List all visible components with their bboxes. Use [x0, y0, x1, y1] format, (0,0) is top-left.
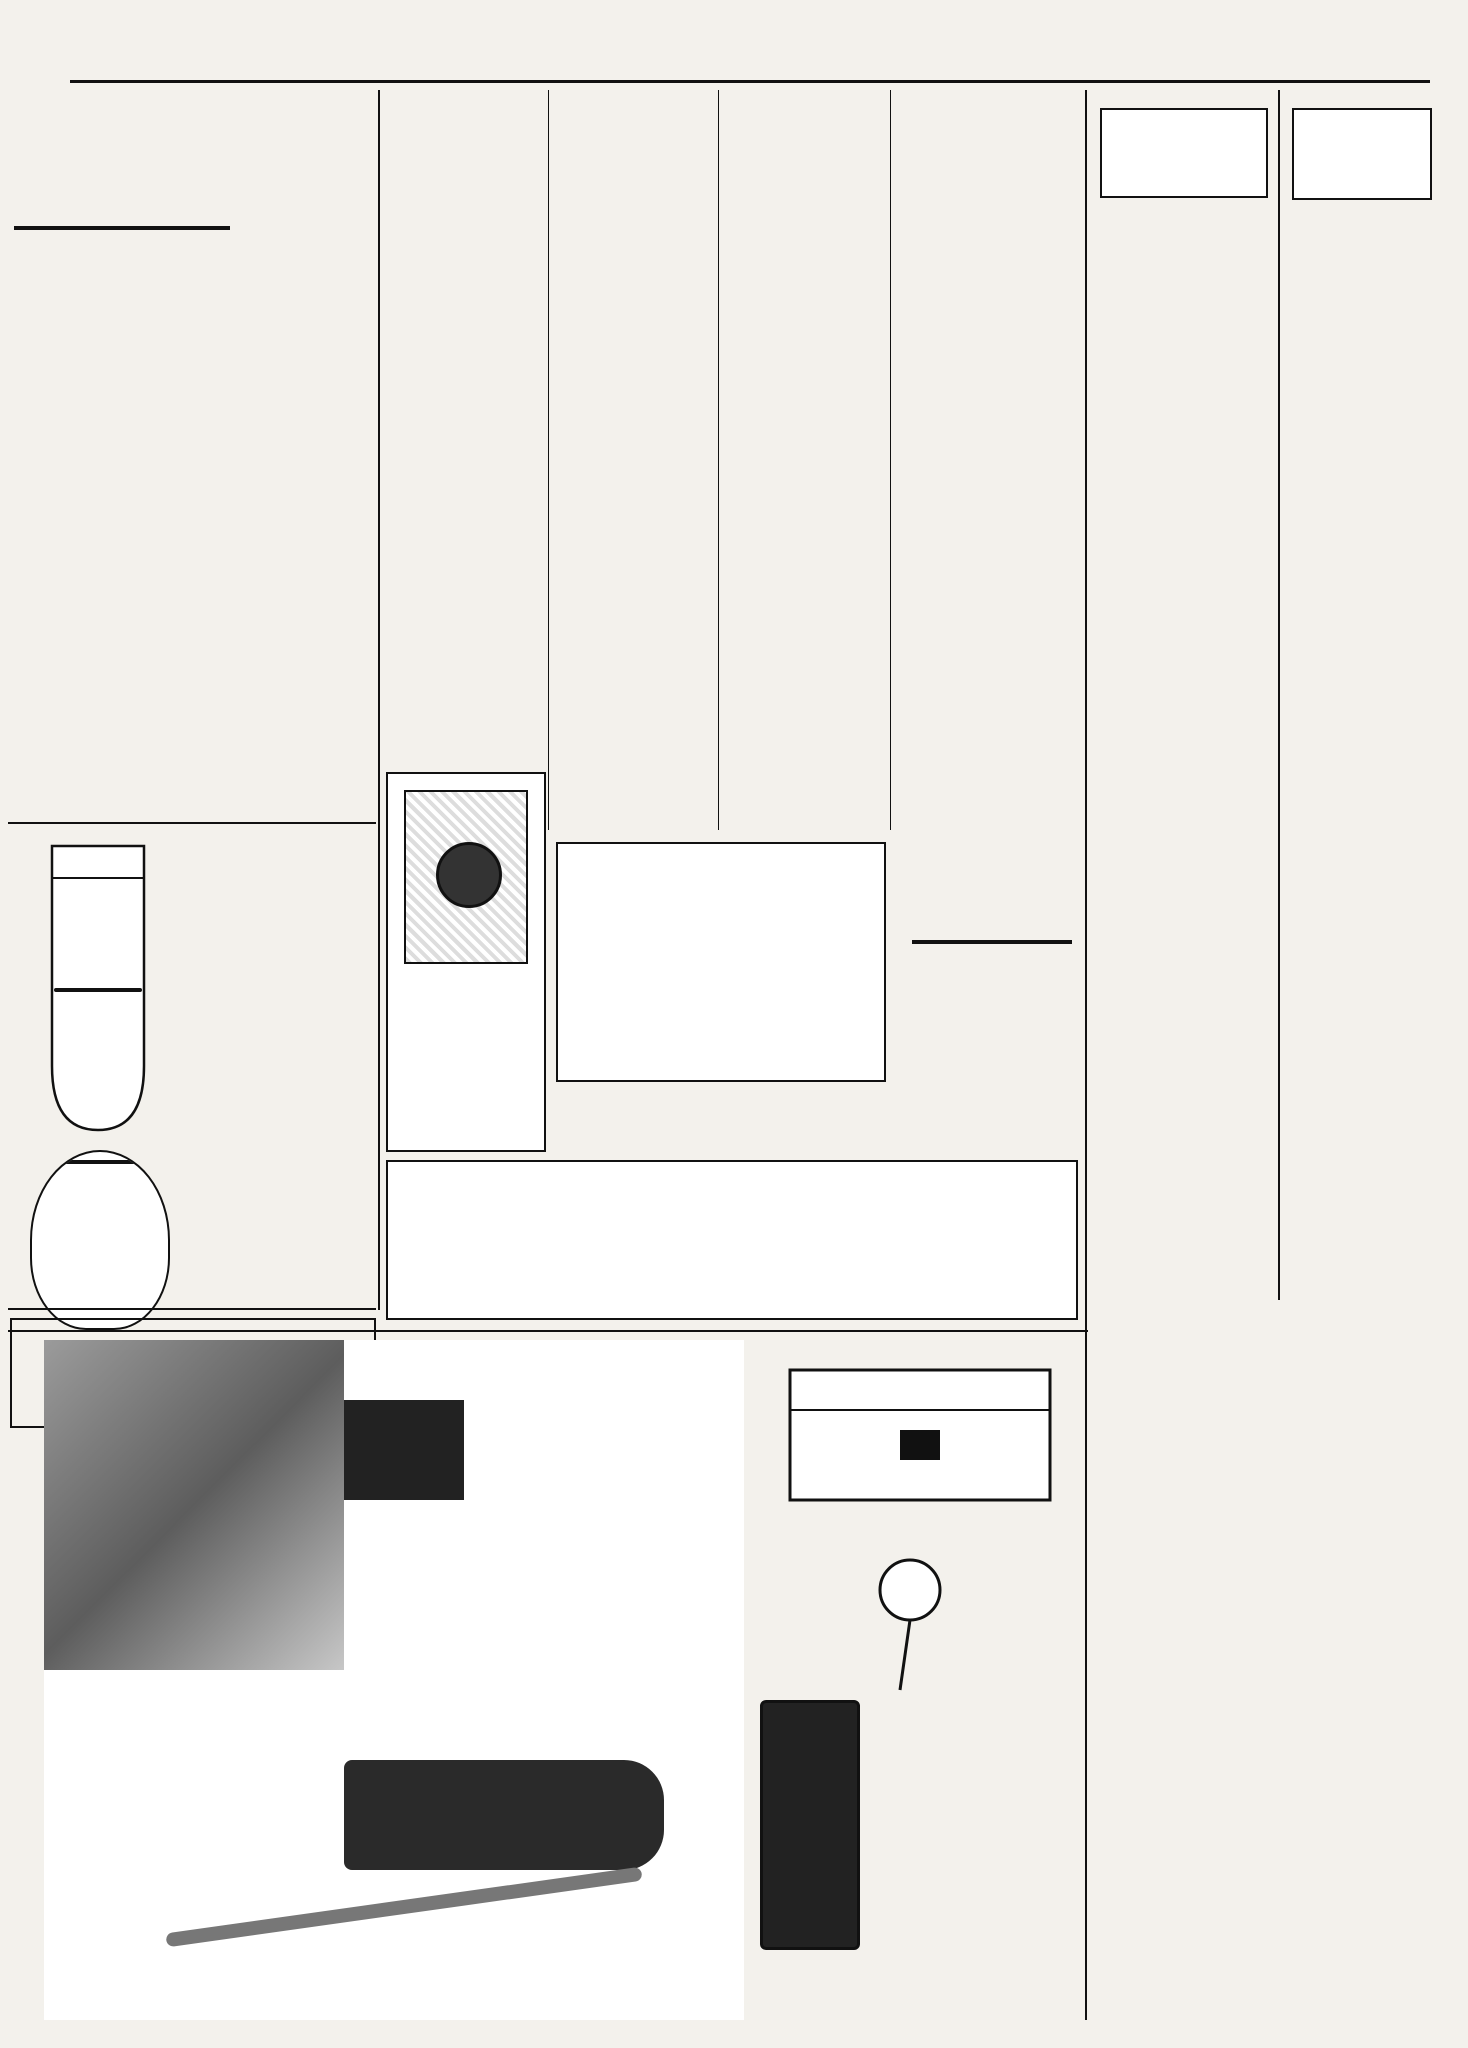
column-rule	[378, 90, 380, 1310]
perlon-badge	[30, 1150, 170, 1330]
column-rule	[1085, 90, 1087, 2020]
column-rule	[890, 90, 891, 830]
article-body	[1098, 1154, 1270, 1374]
column-rule	[1278, 90, 1280, 1300]
divider	[8, 822, 376, 824]
article-body	[386, 688, 544, 748]
critique-body	[1290, 262, 1435, 1282]
article-body	[728, 424, 886, 624]
globe-icon	[436, 842, 502, 908]
gleem-ad	[44, 1340, 744, 2020]
tonic-ad	[556, 842, 886, 1082]
sock-brand	[54, 988, 142, 992]
header-rule	[70, 80, 1430, 83]
heater-icon	[760, 1700, 860, 1950]
article-body	[1098, 1410, 1270, 2010]
column-rule	[548, 90, 549, 830]
crossword-row-numbers	[232, 226, 256, 466]
tea-ad	[386, 772, 546, 1152]
gleem-photo	[44, 1340, 344, 1670]
perlon-text	[180, 884, 370, 1114]
perlon-badge-brand	[58, 1160, 142, 1164]
article-body	[386, 134, 544, 284]
crossword-horizontal	[258, 226, 370, 476]
cinema-ad	[386, 1160, 1078, 1320]
article-body	[900, 116, 1080, 286]
article-body	[1098, 642, 1270, 822]
tea-box	[404, 790, 528, 964]
gleem-tube	[344, 1760, 664, 1870]
critique-logo	[1292, 108, 1432, 200]
article-body	[900, 322, 1080, 632]
article-body	[386, 314, 544, 474]
raincoat-ad	[556, 1090, 886, 1150]
trunk-icon	[750, 1340, 1080, 1700]
divider	[8, 1308, 376, 1310]
article-body	[556, 444, 714, 664]
trunk-illustration	[750, 1340, 1080, 1700]
perlon-sock-logo	[32, 838, 164, 1138]
crossword-grid	[14, 226, 230, 230]
article-body	[1098, 228, 1270, 608]
column-rule	[718, 90, 719, 830]
divider	[8, 1330, 1088, 1332]
article-body	[556, 204, 714, 414]
contest-grid	[912, 940, 1072, 944]
crossword-solution	[10, 714, 372, 814]
article-body	[728, 654, 886, 824]
article-body	[728, 204, 886, 394]
article-body	[556, 696, 714, 826]
gleem-brand-fa	[344, 1400, 464, 1500]
readers-logo	[1100, 108, 1268, 198]
article-body	[386, 504, 544, 654]
crossword-vertical	[10, 486, 372, 676]
toothbrush-icon	[165, 1867, 642, 1948]
heater-ad	[750, 1700, 1080, 2000]
